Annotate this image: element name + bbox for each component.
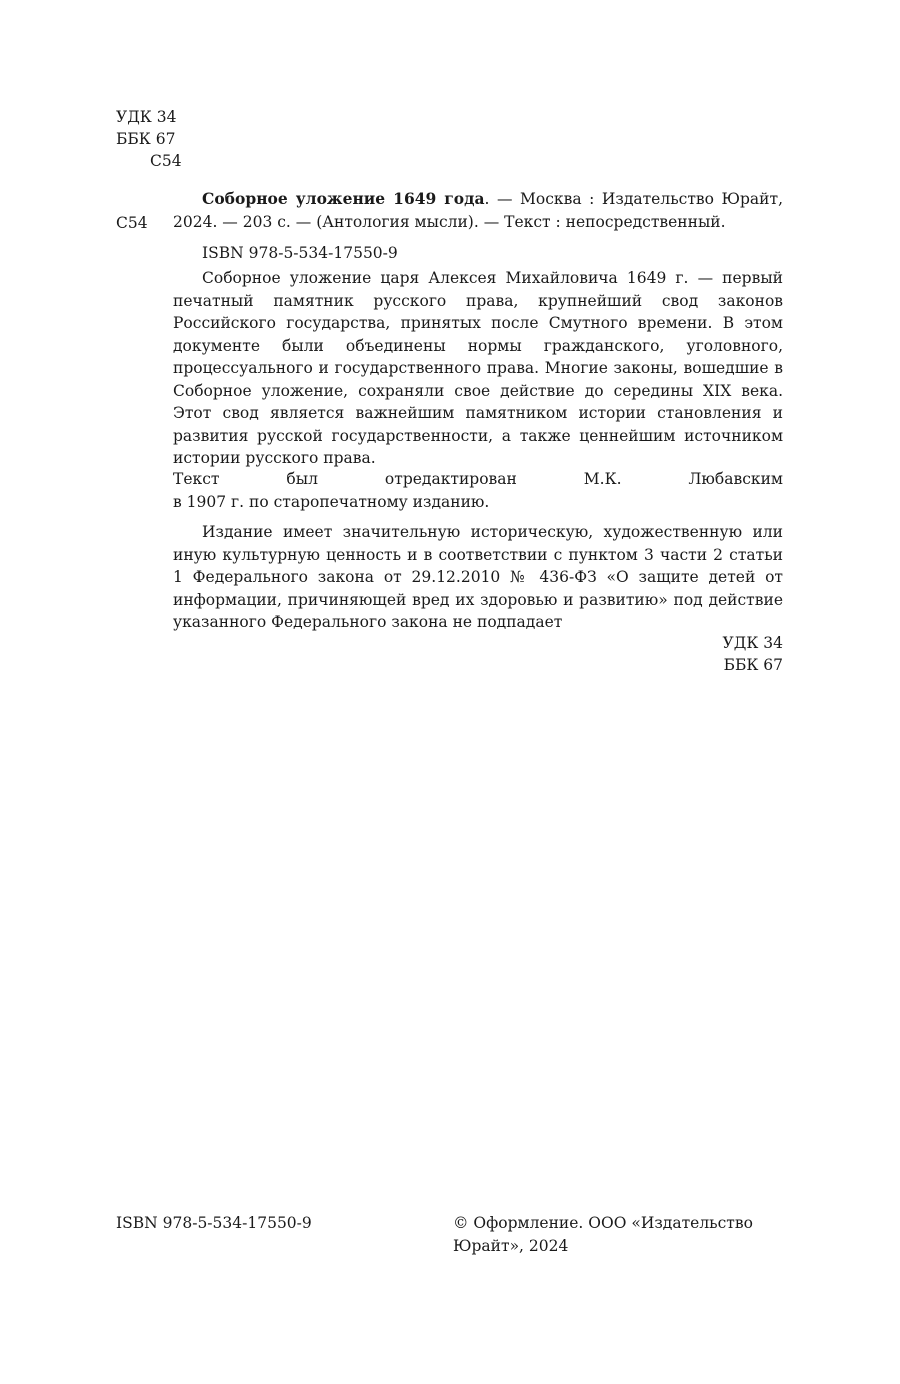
editor-note bbox=[173, 468, 783, 513]
side-author-mark: С54 bbox=[116, 214, 148, 232]
legal-notice: Издание имеет значительную историческую, художественную или иную культурную ценность и в соответствии с пунктом 3 части 2 статьи 1 Федерального закона от 29.12.2010 № 436-ФЗ «О защите детей от информации, причиняющей вред их здоровью и развитию» под действие указанного Федерального закона не подпадает bbox=[173, 523, 783, 631]
editor-line-1: Текст был отредактирован М.К. Любавским bbox=[173, 470, 783, 488]
bibliographic-description: . — Москва : Издательство Юрайт, 2024. — 203 с. — (Антология мысли). — Текст : непосредственный. bbox=[173, 190, 783, 231]
classification-block-right bbox=[683, 632, 783, 676]
udk-code: УДК 34 bbox=[116, 108, 177, 126]
classification-block bbox=[116, 106, 182, 172]
annotation-paragraph: Соборное уложение царя Алексея Михайловича 1649 г. — первый печатный памятник русского права, крупнейший свод законов Российского государства, принятых после Смутного времени. В этом документе были объединены нормы гражданского, уголовного, процессуального и государственного права. Многие законы, вошедшие в Соборное уложение, сохраняли свое действие до середины XIX века. Этот свод является важнейшим памятником истории становления и развития русской государственности, а также ценнейшим источником истории русского права. bbox=[173, 269, 783, 467]
record-isbn: ISBN 978-5-534-17550-9 bbox=[202, 244, 398, 262]
udk-code-right: УДК 34 bbox=[722, 634, 783, 652]
bbk-code-right: ББК 67 bbox=[723, 656, 783, 674]
author-mark: С54 bbox=[150, 152, 182, 170]
book-title: Соборное уложение 1649 года bbox=[202, 189, 485, 208]
footer-isbn: ISBN 978-5-534-17550-9 bbox=[116, 1214, 312, 1232]
bibliographic-record bbox=[173, 188, 783, 233]
editor-line-2: в 1907 г. по старопечатному изданию. bbox=[173, 492, 490, 511]
bbk-code: ББК 67 bbox=[116, 130, 176, 148]
footer-copyright: © Оформление. ООО «Издательство Юрайт», 2024 bbox=[453, 1214, 753, 1255]
